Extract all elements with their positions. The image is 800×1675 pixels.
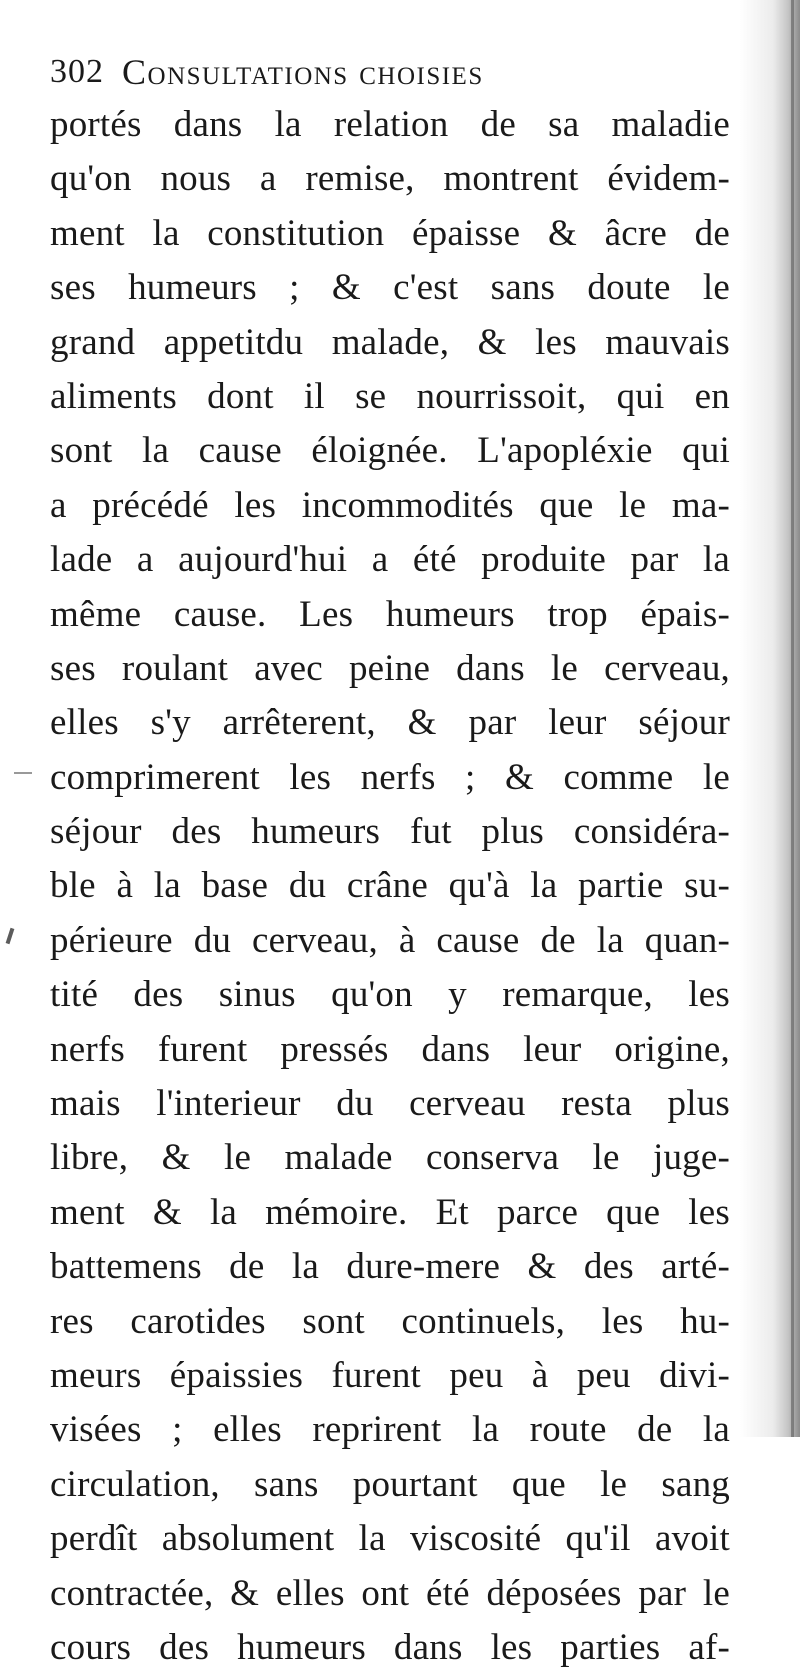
text-line: sont la cause éloignée. L'apopléxie qui (50, 430, 730, 472)
page-header (50, 46, 730, 98)
text-line: qu'on nous a remise, montrent évidem- (50, 158, 730, 200)
text-line: battemens de la dure-mere & des arté- (50, 1246, 730, 1288)
text-line: nerfs furent pressés dans leur origine, (50, 1028, 730, 1070)
text-line: libre, & le malade conserva le juge- (50, 1137, 730, 1179)
text-line: mais l'interieur du cerveau resta plus (50, 1083, 730, 1125)
page-edge (791, 0, 794, 1437)
text-line: périeure du cerveau, à cause de la quan- (50, 919, 730, 961)
text-line: res carotides sont continuels, les hu- (50, 1300, 730, 1342)
text-line: elles s'y arrêterent, & par leur séjour (50, 702, 730, 744)
text-block (50, 46, 730, 1675)
stray-ink-mark (6, 928, 15, 944)
text-line: ses roulant avec peine dans le cerveau, (50, 647, 730, 689)
text-line: tité des sinus qu'on y remarque, les (50, 974, 730, 1016)
text-line: a précédé les incommodités que le ma- (50, 484, 730, 526)
stray-ink-mark (14, 772, 32, 774)
text-line: ble à la base du crâne qu'à la partie su- (50, 865, 730, 907)
text-line: aliments dont il se nourrissoit, qui en (50, 375, 730, 417)
text-line: visées ; elles reprirent la route de la (50, 1409, 730, 1451)
text-line: circulation, sans pourtant que le sang (50, 1463, 730, 1505)
text-line: cours des humeurs dans les parties af- (50, 1626, 730, 1668)
body-text (50, 98, 730, 1675)
text-line: perdît absolument la viscosité qu'il avoit (50, 1518, 730, 1560)
text-line: séjour des humeurs fut plus considéra- (50, 811, 730, 853)
text-line: ment la constitution épaisse & âcre de (50, 212, 730, 254)
running-head: Consultations choisies (122, 52, 484, 92)
text-line: même cause. Les humeurs trop épais- (50, 593, 730, 635)
page-number: 302 (50, 53, 104, 90)
text-line: contractée, & elles ont été déposées par le (50, 1572, 730, 1614)
text-line: meurs épaissies furent peu à peu divi- (50, 1354, 730, 1396)
text-line: lade a aujourd'hui a été produite par la (50, 539, 730, 581)
text-line: portés dans la relation de sa maladie (50, 104, 730, 145)
text-line: ses humeurs ; & c'est sans doute le (50, 267, 730, 309)
text-line: grand appetitdu malade, & les mauvais (50, 321, 730, 363)
text-line: comprimerent les nerfs ; & comme le (50, 756, 730, 798)
text-line: ment & la mémoire. Et parce que les (50, 1191, 730, 1233)
